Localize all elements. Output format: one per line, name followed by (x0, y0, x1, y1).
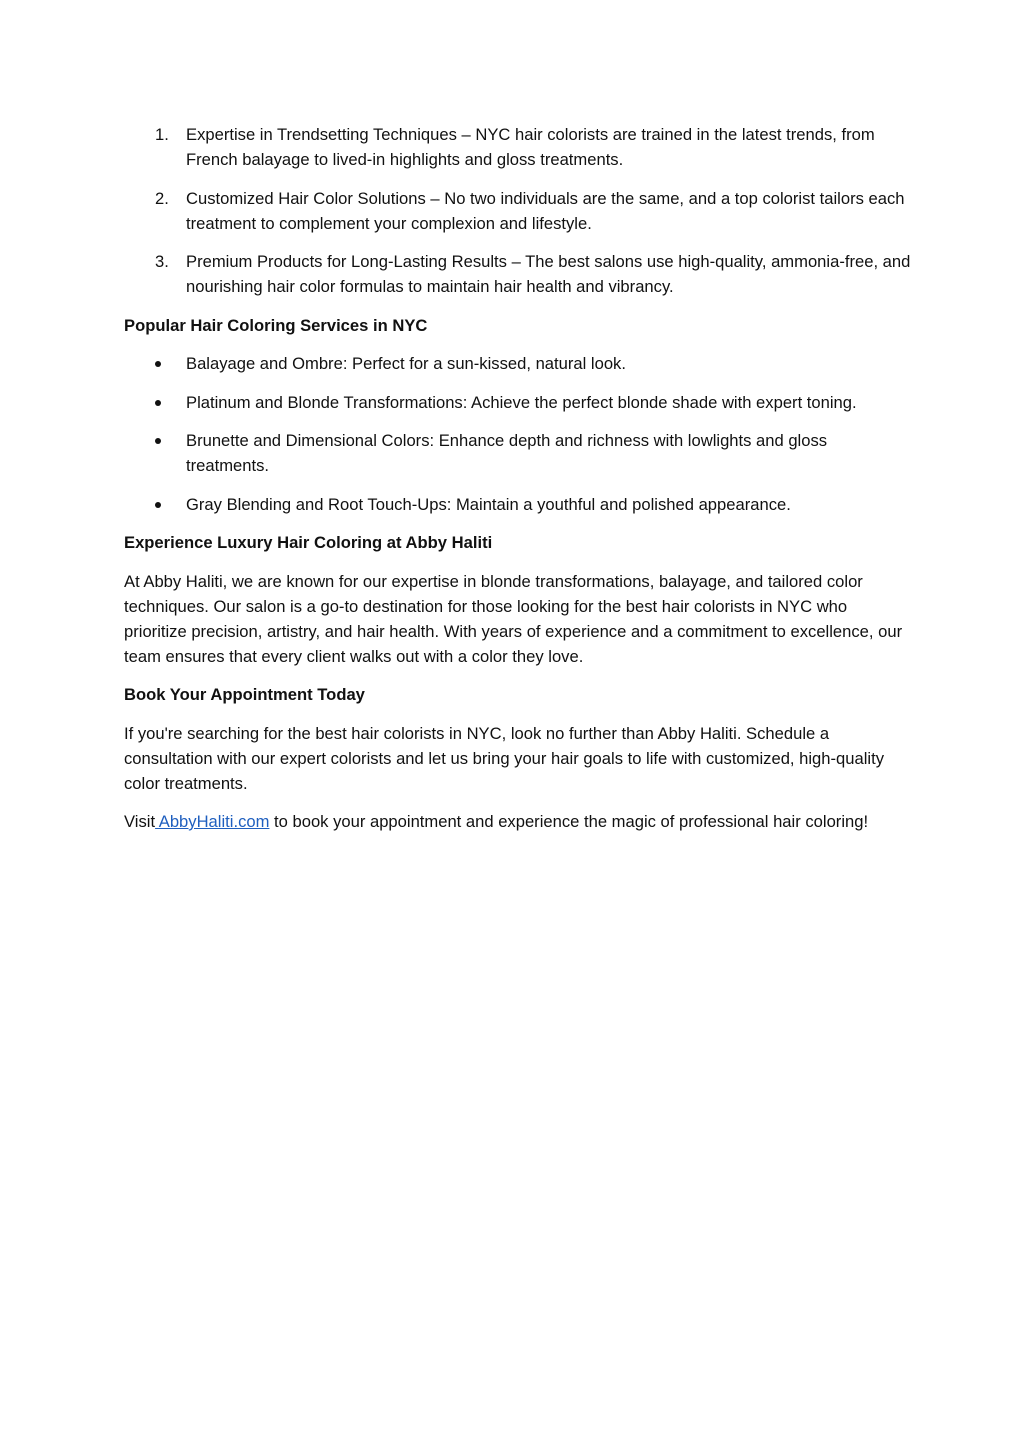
benefit-text: Expertise in Trendsetting Techniques – NYC hair colorists are trained in the latest trends, from French balayage to lived-in highlights and gloss treatments. (186, 125, 875, 169)
booking-heading: Book Your Appointment Today (124, 685, 365, 704)
service-text: Balayage and Ombre: Perfect for a sun-kissed, natural look. (186, 354, 626, 373)
service-item-3 (124, 428, 914, 478)
service-item-1 (124, 351, 914, 376)
benefit-item-3 (124, 249, 914, 299)
services-heading: Popular Hair Coloring Services in NYC (124, 315, 428, 335)
service-text: Brunette and Dimensional Colors: Enhance depth and richness with lowlights and gloss treatments. (186, 431, 828, 475)
bullet-icon (155, 502, 161, 508)
benefit-text: Customized Hair Color Solutions – No two individuals are the same, and a top colorist tailors each treatment to complement your complexion and lifestyle. (186, 188, 905, 233)
services-list (124, 351, 914, 517)
list-number: 1. (155, 125, 169, 144)
booking-paragraph: If you're searching for the best hair colorists in NYC, look no further than Abby Haliti. Schedule a consultation with our expert colorists and let us bring your hair goals to life with customized, high-quality color treatments. (124, 723, 885, 793)
document-content (124, 122, 914, 848)
benefit-item-2 (124, 186, 914, 236)
bullet-icon (155, 438, 161, 444)
website-link[interactable]: AbbyHaliti.com (155, 812, 270, 831)
benefit-item-1 (124, 122, 914, 172)
luxury-paragraph: At Abby Haliti, we are known for our expertise in blonde transformations, balayage, and tailored color techniques. Our salon is a go-to destination for those looking for the best hair colorists in NYC who prioritize precision, artistry, and hair health. With years of experience and a commitment to excellence, our team ensures that every client walks out with a color they love. (124, 571, 903, 666)
bullet-icon (155, 361, 161, 367)
list-number: 2. (155, 188, 169, 208)
benefits-list (124, 122, 914, 299)
service-text: Platinum and Blonde Transformations: Achieve the perfect blonde shade with expert toning. (186, 392, 857, 412)
service-item-2 (124, 390, 914, 415)
list-number: 3. (155, 252, 169, 271)
luxury-heading: Experience Luxury Hair Coloring at Abby Haliti (124, 533, 493, 552)
visit-paragraph (124, 809, 914, 834)
service-item-4 (124, 492, 914, 517)
service-text: Gray Blending and Root Touch-Ups: Maintain a youthful and polished appearance. (186, 494, 791, 514)
benefit-text: Premium Products for Long-Lasting Results – The best salons use high-quality, ammonia-free, and nourishing hair color formulas to maintain hair health and vibrancy. (186, 252, 911, 296)
bullet-icon (155, 400, 161, 406)
visit-prefix: Visit (124, 812, 156, 831)
visit-suffix: to book your appointment and experience the magic of professional hair coloring! (269, 812, 869, 831)
